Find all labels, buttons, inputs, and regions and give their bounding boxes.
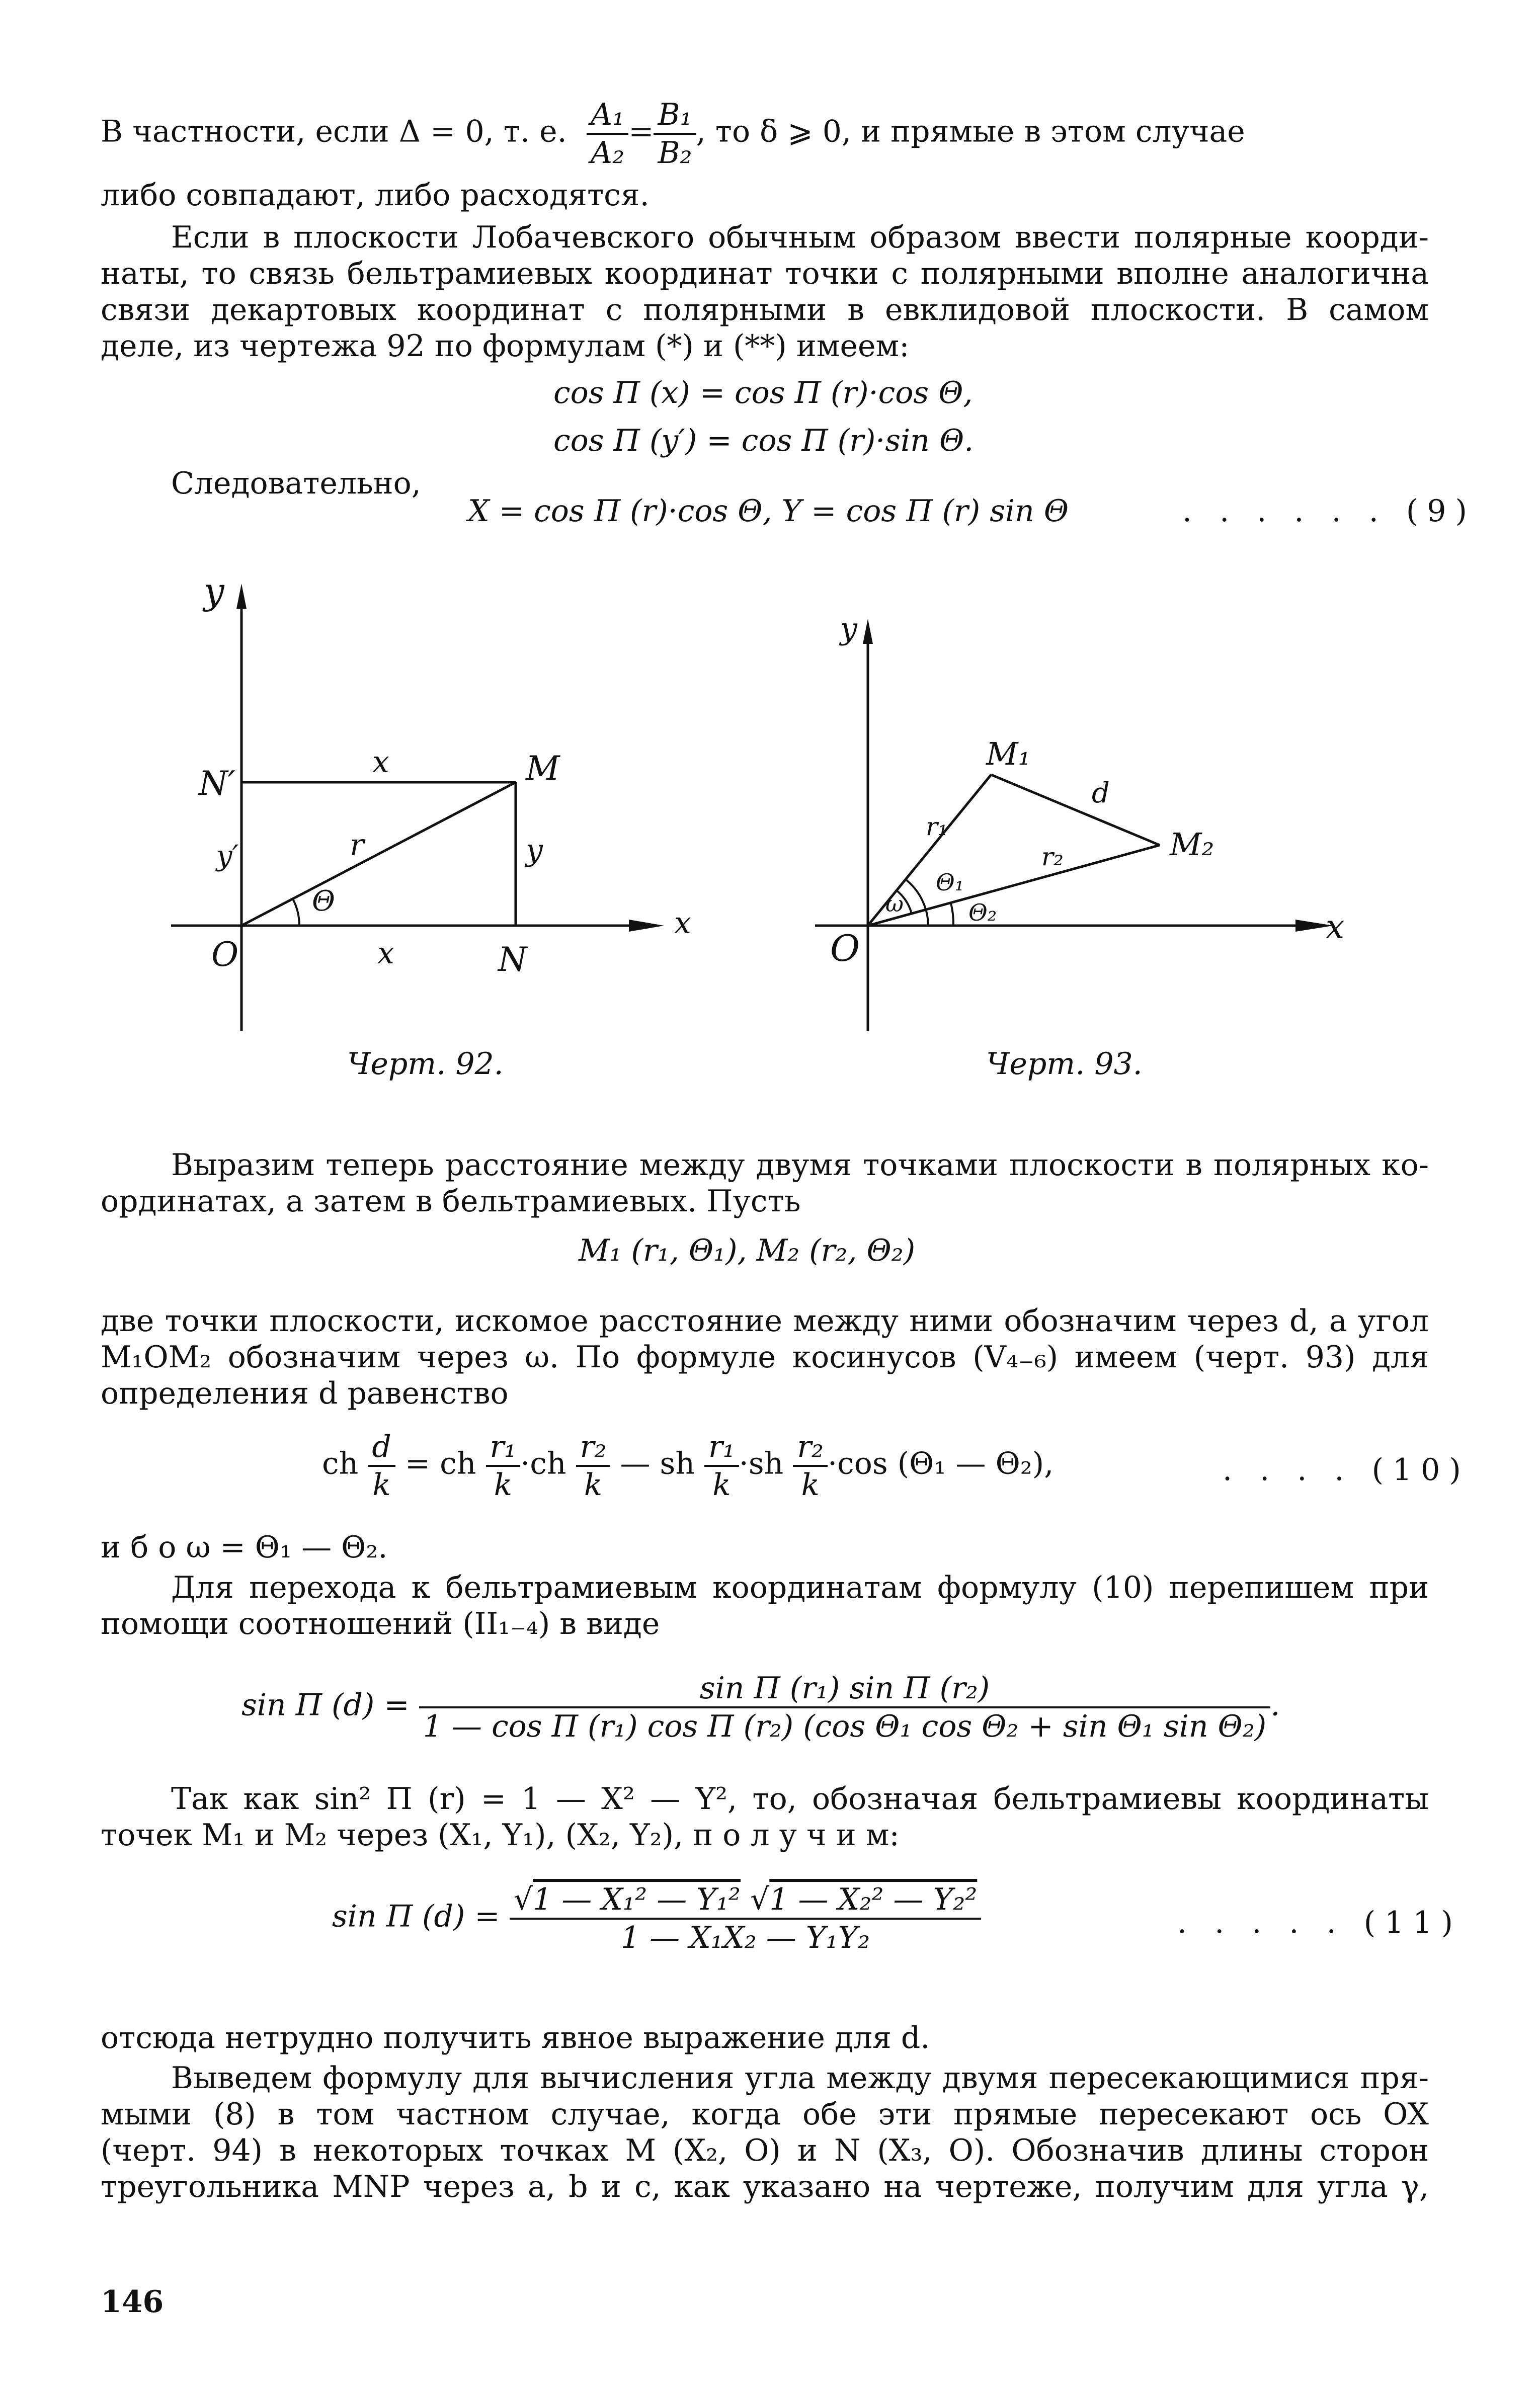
- figure-93: [785, 599, 1389, 1051]
- fig92-label-x-axis: x: [674, 906, 691, 941]
- para1-prefix: В частности, если Δ = 0, т. е.: [101, 114, 567, 149]
- eq10-r1b: r₁: [704, 1429, 739, 1467]
- para1-suffix: , то δ ⩾ 0, и прямые в этом случае: [696, 114, 1245, 149]
- eq10-r2b: r₂: [793, 1429, 828, 1467]
- frac-b-den: B₂: [658, 135, 692, 171]
- eq11-den: 1 — X₁X₂ — Y₁Y₂: [620, 1920, 870, 1955]
- fig93-label-omega: ω: [885, 891, 904, 917]
- para4-line2: M₁OM₂ обозначим через ω. По формуле косинусов (V₄₋₆) имеем (черт. 93) для: [101, 1340, 1429, 1375]
- eq-cos-y: cos Π (y′) = cos Π (r)·sin Θ.: [553, 423, 974, 458]
- fig93-d: [991, 775, 1160, 845]
- fig92-label-y-prime: y′: [216, 840, 239, 872]
- fig93-theta2-arc: [951, 903, 953, 926]
- points-m1-m2: M₁ (r₁, Θ₁), M₂ (r₂, Θ₂): [579, 1233, 916, 1268]
- para2-line1: Если в плоскости Лобачевского обычным образом ввести полярные коорди-: [171, 220, 1429, 255]
- eq-sin-pi-d-num: sin Π (r₁) sin Π (r₂): [419, 1670, 1270, 1708]
- para8-line2: мыми (8) в том частном случае, когда обе эти прямые пересекают ось OX: [101, 2097, 1429, 2132]
- frac-a-den: A₂: [590, 135, 625, 171]
- fig92-label-r: r: [350, 828, 364, 863]
- fig93-label-theta1: Θ₁: [936, 869, 964, 896]
- para8-line3: (черт. 94) в некоторых точках M (X₂, O) и N (X₃, O). Обозначив длины сторон: [101, 2133, 1429, 2168]
- eq10-k4: k: [712, 1467, 731, 1503]
- eq-9: X = cos Π (r)·cos Θ, Y = cos Π (r) sin Θ: [468, 493, 1069, 529]
- eq10-r1a: r₁: [486, 1429, 521, 1467]
- fig92-label-x-top: x: [372, 745, 389, 780]
- para8-line1: Выведем формулу для вычисления угла между двумя пересекающимися пря-: [171, 2061, 1429, 2096]
- fig93-label-y: y: [840, 611, 857, 646]
- eq10-minus-sh: — sh: [620, 1446, 695, 1482]
- eq-9-number: . . . . . . (9): [1182, 493, 1476, 529]
- para6-line2: точек M₁ и M₂ через (X₁, Y₁), (X₂, Y₂), п о л у ч и м:: [101, 1818, 900, 1853]
- eq10-dotch: ·ch: [520, 1446, 566, 1482]
- eq-sin-pi-d: [241, 1670, 1280, 1745]
- eq10-frac-r1-k-b: [704, 1429, 739, 1503]
- fig92-radius: [241, 782, 516, 926]
- eq-sin-pi-d-frac: [419, 1670, 1270, 1745]
- consequently-label: Следовательно,: [171, 466, 421, 501]
- eq11-lhs: sin Π (d) =: [332, 1899, 500, 1934]
- para3-line1: Выразим теперь расстояние между двумя точками плоскости в полярных ко-: [171, 1147, 1429, 1183]
- eq10-k3: k: [584, 1467, 603, 1503]
- eq10-k1: k: [372, 1467, 391, 1503]
- fig92-label-o: O: [211, 935, 239, 974]
- eq-cos-x: cos Π (x) = cos Π (r)·cos Θ,: [553, 375, 973, 410]
- eq10-k5: k: [801, 1467, 820, 1503]
- fig92-label-n: N: [498, 940, 527, 979]
- eq-10: [322, 1429, 1053, 1503]
- eq10-frac-r2-k-b: [793, 1429, 828, 1503]
- para5-line1: Для перехода к бельтрамиевым координатам формулу (10) перепишем при: [171, 1570, 1429, 1605]
- eq10-frac-r2-k: [576, 1429, 611, 1503]
- eq-11: [332, 1881, 981, 1956]
- para1-line1: [101, 97, 1429, 171]
- eq10-cos-tail: ·cos (Θ₁ — Θ₂),: [828, 1446, 1054, 1482]
- eq10-frac-r1-k: [486, 1429, 521, 1503]
- para2-line3: связи декартовых координат с полярными в евклидовой плоскости. В самом: [101, 292, 1429, 327]
- eq-sin-pi-d-den: 1 — cos Π (r₁) cos Π (r₂) (cos Θ₁ cos Θ₂ + sin Θ₁ sin Θ₂): [423, 1709, 1267, 1744]
- para8-line4: треугольника MNP через a, b и c, как указано на чертеже, получим для угла γ,: [101, 2169, 1429, 2204]
- frac-eq: =: [628, 114, 654, 149]
- eq10-frac-d-k: [368, 1429, 395, 1503]
- eq-sin-pi-d-end: .: [1270, 1687, 1280, 1723]
- fig92-x-arrow: [629, 920, 664, 932]
- figure-92: [166, 563, 719, 1056]
- figure-92-caption: Черт. 92.: [347, 1046, 504, 1082]
- fig93-y-arrow: [863, 619, 873, 644]
- fig92-y-arrow: [236, 584, 247, 609]
- fig92-label-x-bottom: x: [377, 936, 394, 971]
- para1-line2: либо совпадают, либо расходятся.: [101, 178, 650, 213]
- eq11-rad2: 1 — X₂² — Y₂²: [769, 1882, 978, 1917]
- fig92-label-n-prime: N′: [199, 764, 235, 803]
- fig92-label-y: y: [204, 570, 224, 612]
- fraction-a: [587, 97, 628, 171]
- fig93-label-m2: M₂: [1170, 826, 1214, 863]
- eq-11-number: . . . . . (11): [1177, 1905, 1462, 1940]
- page-number: 146: [101, 2284, 164, 2320]
- fig92-label-y-right: y: [526, 833, 543, 868]
- fig93-label-m1: M₁: [986, 735, 1031, 772]
- para7-line1: отсюда нетрудно получить явное выражение для d.: [101, 2020, 930, 2055]
- eq11-frac: [510, 1881, 982, 1956]
- para3-line2: ординатах, а затем в бельтрамиевых. Пусть: [101, 1184, 801, 1219]
- eq10-eqch: = ch: [404, 1446, 476, 1482]
- fig93-label-theta2: Θ₂: [968, 899, 997, 926]
- fig92-theta-arc: [293, 899, 299, 926]
- eq10-dotsh: ·sh: [739, 1446, 784, 1482]
- fig93-theta1-arc: [906, 879, 928, 926]
- para2-line4: деле, из чертежа 92 по формулам (*) и (**) имеем:: [101, 328, 910, 364]
- fig93-label-r1: r₁: [926, 812, 948, 841]
- fig92-label-m: M: [526, 749, 560, 788]
- eq10-k2: k: [494, 1467, 513, 1503]
- eq11-rad1: 1 — X₁² — Y₁²: [532, 1882, 741, 1917]
- para5-line2: помощи соотношений (II₁₋₄) в виде: [101, 1606, 660, 1641]
- ibo-line: и б о ω = Θ₁ — Θ₂.: [101, 1530, 388, 1565]
- eq11-num: √1 — X₁² — Y₁² √1 — X₂² — Y₂²: [510, 1881, 982, 1920]
- frac-a-num: A₁: [587, 97, 628, 135]
- eq-sin-pi-d-lhs: sin Π (d) =: [241, 1687, 410, 1723]
- para4-line1: две точки плоскости, искомое расстояние между ними обозначим через d, а угол: [101, 1303, 1429, 1339]
- frac-b-num: B₁: [654, 97, 696, 135]
- fig93-label-x: x: [1326, 908, 1345, 946]
- fig92-label-theta: Θ: [312, 885, 335, 918]
- figure-93-caption: Черт. 93.: [986, 1046, 1143, 1082]
- fig93-label-d: d: [1092, 777, 1110, 809]
- fig93-label-o: O: [830, 927, 860, 969]
- para6-line1: Так как sin² Π (r) = 1 — X² — Y², то, обозначая бельтрамиевы координаты: [171, 1781, 1429, 1817]
- para4-line3: определения d равенство: [101, 1376, 509, 1411]
- eq10-d: d: [368, 1429, 395, 1467]
- eq10-r2a: r₂: [576, 1429, 611, 1467]
- eq-10-number: . . . . (10): [1223, 1452, 1470, 1488]
- fig93-label-r2: r₂: [1041, 842, 1064, 871]
- fraction-b: [654, 97, 696, 171]
- para2-line2: наты, то связь бельтрамиевых координат точки с полярными вполне аналогична: [101, 256, 1429, 291]
- eq10-ch: ch: [322, 1446, 359, 1482]
